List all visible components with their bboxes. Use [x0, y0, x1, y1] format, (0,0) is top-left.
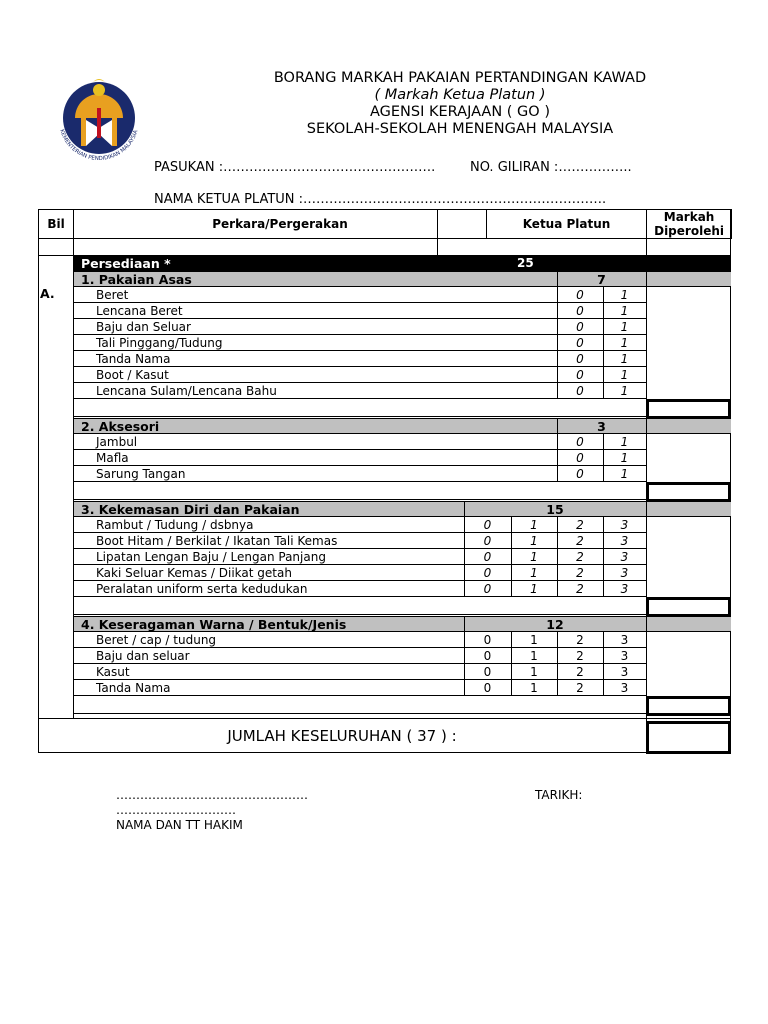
score-1[interactable]: 1: [620, 435, 629, 449]
list-item: Kaki Seluar Kemas / Diikat getah: [96, 566, 292, 580]
score-2[interactable]: 2: [576, 534, 584, 548]
score-0[interactable]: 0: [576, 384, 584, 398]
col-line: [603, 287, 604, 399]
list-item: Lipatan Lengan Baju / Lengan Panjang: [96, 550, 326, 564]
col-line: [646, 287, 647, 399]
row-line: [74, 481, 646, 482]
score-1[interactable]: 1: [620, 352, 629, 366]
row-line: [74, 302, 646, 303]
col-line: [646, 632, 647, 696]
row-line: [74, 596, 646, 597]
score-0[interactable]: 0: [483, 633, 492, 647]
score-0[interactable]: 0: [483, 550, 492, 564]
score-3[interactable]: 3: [620, 665, 629, 679]
score-3[interactable]: 3: [620, 534, 629, 548]
row-line: [74, 366, 646, 367]
score-3[interactable]: 3: [620, 582, 629, 596]
col-line: [464, 632, 465, 696]
score-0[interactable]: 0: [483, 649, 492, 663]
score-1[interactable]: 1: [530, 665, 538, 679]
score-0[interactable]: 0: [576, 336, 584, 350]
score-0[interactable]: 0: [576, 304, 584, 318]
score-1[interactable]: 1: [620, 336, 629, 350]
score-3[interactable]: 3: [620, 550, 629, 564]
col-line: [557, 287, 558, 399]
score-1[interactable]: 1: [530, 550, 538, 564]
score-3[interactable]: 3: [620, 681, 629, 695]
section-total: 15: [546, 502, 564, 517]
row-line: [74, 663, 646, 664]
score-1[interactable]: 1: [530, 633, 538, 647]
score-1[interactable]: 1: [530, 534, 538, 548]
giliran-field[interactable]: NO. GILIRAN :……………..: [470, 160, 632, 175]
list-item: Lencana Sulam/Lencana Bahu: [96, 384, 277, 398]
row-line: [74, 713, 646, 714]
score-0[interactable]: 0: [576, 320, 584, 334]
persediaan-total: 25: [517, 256, 534, 270]
section-title: 1. Pakaian Asas: [81, 272, 192, 287]
list-item: Boot / Kasut: [96, 368, 169, 382]
score-0[interactable]: 0: [483, 582, 492, 596]
score-3[interactable]: 3: [620, 649, 629, 663]
row-line: [74, 382, 646, 383]
score-0[interactable]: 0: [483, 534, 492, 548]
col-line: [557, 632, 558, 696]
score-0[interactable]: 0: [483, 566, 492, 580]
score-1[interactable]: 1: [530, 681, 538, 695]
col-line: [646, 616, 647, 632]
row-line: [74, 614, 646, 615]
section-score-box[interactable]: [646, 597, 731, 617]
row-line: [74, 416, 646, 417]
row-line: [74, 449, 646, 450]
section-title: 3. Kekemasan Diri dan Pakaian: [81, 502, 300, 517]
col-bil: Bil: [39, 210, 74, 239]
date-line[interactable]: …………………………: [116, 803, 236, 817]
col-line: [557, 517, 558, 597]
score-3[interactable]: 3: [620, 633, 629, 647]
row-line: [74, 499, 646, 500]
jumlah-label: JUMLAH KESELURUHAN ( 37 ) :: [227, 727, 457, 745]
col-line: [511, 632, 512, 696]
section-score-box[interactable]: [646, 696, 731, 716]
row-line: [74, 398, 646, 399]
col-line: [511, 517, 512, 597]
score-1[interactable]: 1: [620, 368, 629, 382]
list-item: Tanda Nama: [96, 352, 171, 366]
score-1[interactable]: 1: [530, 582, 538, 596]
list-item: Beret / cap / tudung: [96, 633, 217, 647]
row-line: [74, 647, 646, 648]
list-item: Tali Pinggang/Tudung: [96, 336, 223, 350]
row-divider: [38, 718, 731, 719]
list-item: Peralatan uniform serta kedudukan: [96, 582, 308, 596]
row-line: [74, 350, 646, 351]
col-line: [646, 271, 647, 287]
section-total: 3: [597, 419, 606, 434]
col-line: [557, 434, 558, 482]
score-0[interactable]: 0: [576, 467, 584, 481]
col-line: [646, 434, 647, 482]
row-line: [74, 548, 646, 549]
score-1[interactable]: 1: [620, 451, 629, 465]
ministry-logo: [45, 68, 153, 168]
score-0[interactable]: 0: [576, 368, 584, 382]
row-line: [74, 318, 646, 319]
form-subtitle: ( Markah Ketua Platun ): [374, 87, 546, 103]
score-2[interactable]: 2: [576, 665, 584, 679]
section-title: 4. Keseragaman Warna / Bentuk/Jenis: [81, 617, 347, 632]
list-item: Boot Hitam / Berkilat / Ikatan Tali Kemas: [96, 534, 338, 548]
score-3[interactable]: 3: [620, 518, 629, 532]
score-0[interactable]: 0: [576, 451, 584, 465]
score-2[interactable]: 2: [576, 518, 584, 532]
school-title: SEKOLAH-SEKOLAH MENENGAH MALAYSIA: [306, 121, 614, 137]
list-item: Beret: [96, 288, 129, 302]
section-score-box[interactable]: [646, 399, 731, 419]
section-total: 12: [546, 617, 564, 632]
col-ketua: Ketua Platun: [487, 210, 647, 239]
row-line: [74, 679, 646, 680]
score-1[interactable]: 1: [620, 288, 629, 302]
col-perkara: Perkara/Pergerakan: [74, 210, 487, 239]
tarikh-label: TARIKH:: [535, 788, 583, 802]
row-line: [74, 695, 646, 696]
ketua-platun-field[interactable]: NAMA KETUA PLATUN :…………………………………………………………….: [154, 192, 607, 207]
list-item: Mafla: [96, 451, 129, 465]
col-line: [464, 517, 465, 597]
score-0[interactable]: 0: [483, 518, 492, 532]
score-0[interactable]: 0: [483, 681, 492, 695]
row-line: [74, 334, 646, 335]
col-divider: [437, 209, 438, 255]
list-item: Baju dan seluar: [96, 649, 190, 663]
col-line: [646, 501, 647, 517]
section-total: 7: [597, 272, 606, 287]
col-line: [646, 517, 647, 597]
list-item: Tanda Nama: [96, 681, 171, 695]
score-3[interactable]: 3: [620, 566, 629, 580]
section-score-box[interactable]: [646, 482, 731, 502]
bil-a: A.: [40, 286, 55, 301]
form-title: BORANG MARKAH PAKAIAN PERTANDINGAN KAWAD: [273, 70, 647, 86]
list-item: Kasut: [96, 665, 130, 679]
score-1[interactable]: 1: [620, 320, 629, 334]
list-item: Sarung Tangan: [96, 467, 186, 481]
col-markah: Markah Diperolehi: [647, 210, 732, 239]
logo-text: KEMENTERIAN PENDIDIKAN MALAYSIA: [58, 128, 140, 163]
persediaan-bar: [74, 256, 731, 271]
score-1[interactable]: 1: [530, 566, 538, 580]
score-2[interactable]: 2: [576, 566, 584, 580]
signature-line[interactable]: …………………………………………: [116, 788, 308, 802]
score-2[interactable]: 2: [576, 649, 584, 663]
col-line: [646, 418, 647, 434]
score-0[interactable]: 0: [483, 665, 492, 679]
col-line: [603, 517, 604, 597]
row-line: [74, 580, 646, 581]
score-2[interactable]: 2: [576, 633, 584, 647]
score-2[interactable]: 2: [576, 681, 584, 695]
score-2[interactable]: 2: [576, 582, 584, 596]
list-item: Jambul: [96, 435, 138, 449]
list-item: Lencana Beret: [96, 304, 183, 318]
score-1[interactable]: 1: [620, 467, 629, 481]
row-line: [74, 532, 646, 533]
score-1[interactable]: 1: [620, 304, 629, 318]
persediaan-label: Persediaan *: [81, 256, 171, 271]
col-line: [603, 434, 604, 482]
score-0[interactable]: 0: [576, 288, 584, 302]
list-item: Rambut / Tudung / dsbnya: [96, 518, 254, 532]
agency-title: AGENSI KERAJAAN ( GO ): [370, 104, 550, 120]
score-1[interactable]: 1: [530, 649, 538, 663]
score-2[interactable]: 2: [576, 550, 584, 564]
judge-name-label: NAMA DAN TT HAKIM: [116, 818, 243, 832]
score-0[interactable]: 0: [576, 435, 584, 449]
row-line: [74, 465, 646, 466]
section-title: 2. Aksesori: [81, 419, 160, 434]
list-item: Baju dan Seluar: [96, 320, 191, 334]
score-1[interactable]: 1: [620, 384, 629, 398]
score-0[interactable]: 0: [576, 352, 584, 366]
score-1[interactable]: 1: [530, 518, 538, 532]
pasukan-field[interactable]: PASUKAN :………………………………………….: [154, 160, 436, 175]
row-line: [74, 564, 646, 565]
total-score-box[interactable]: [646, 721, 731, 754]
col-line: [603, 632, 604, 696]
